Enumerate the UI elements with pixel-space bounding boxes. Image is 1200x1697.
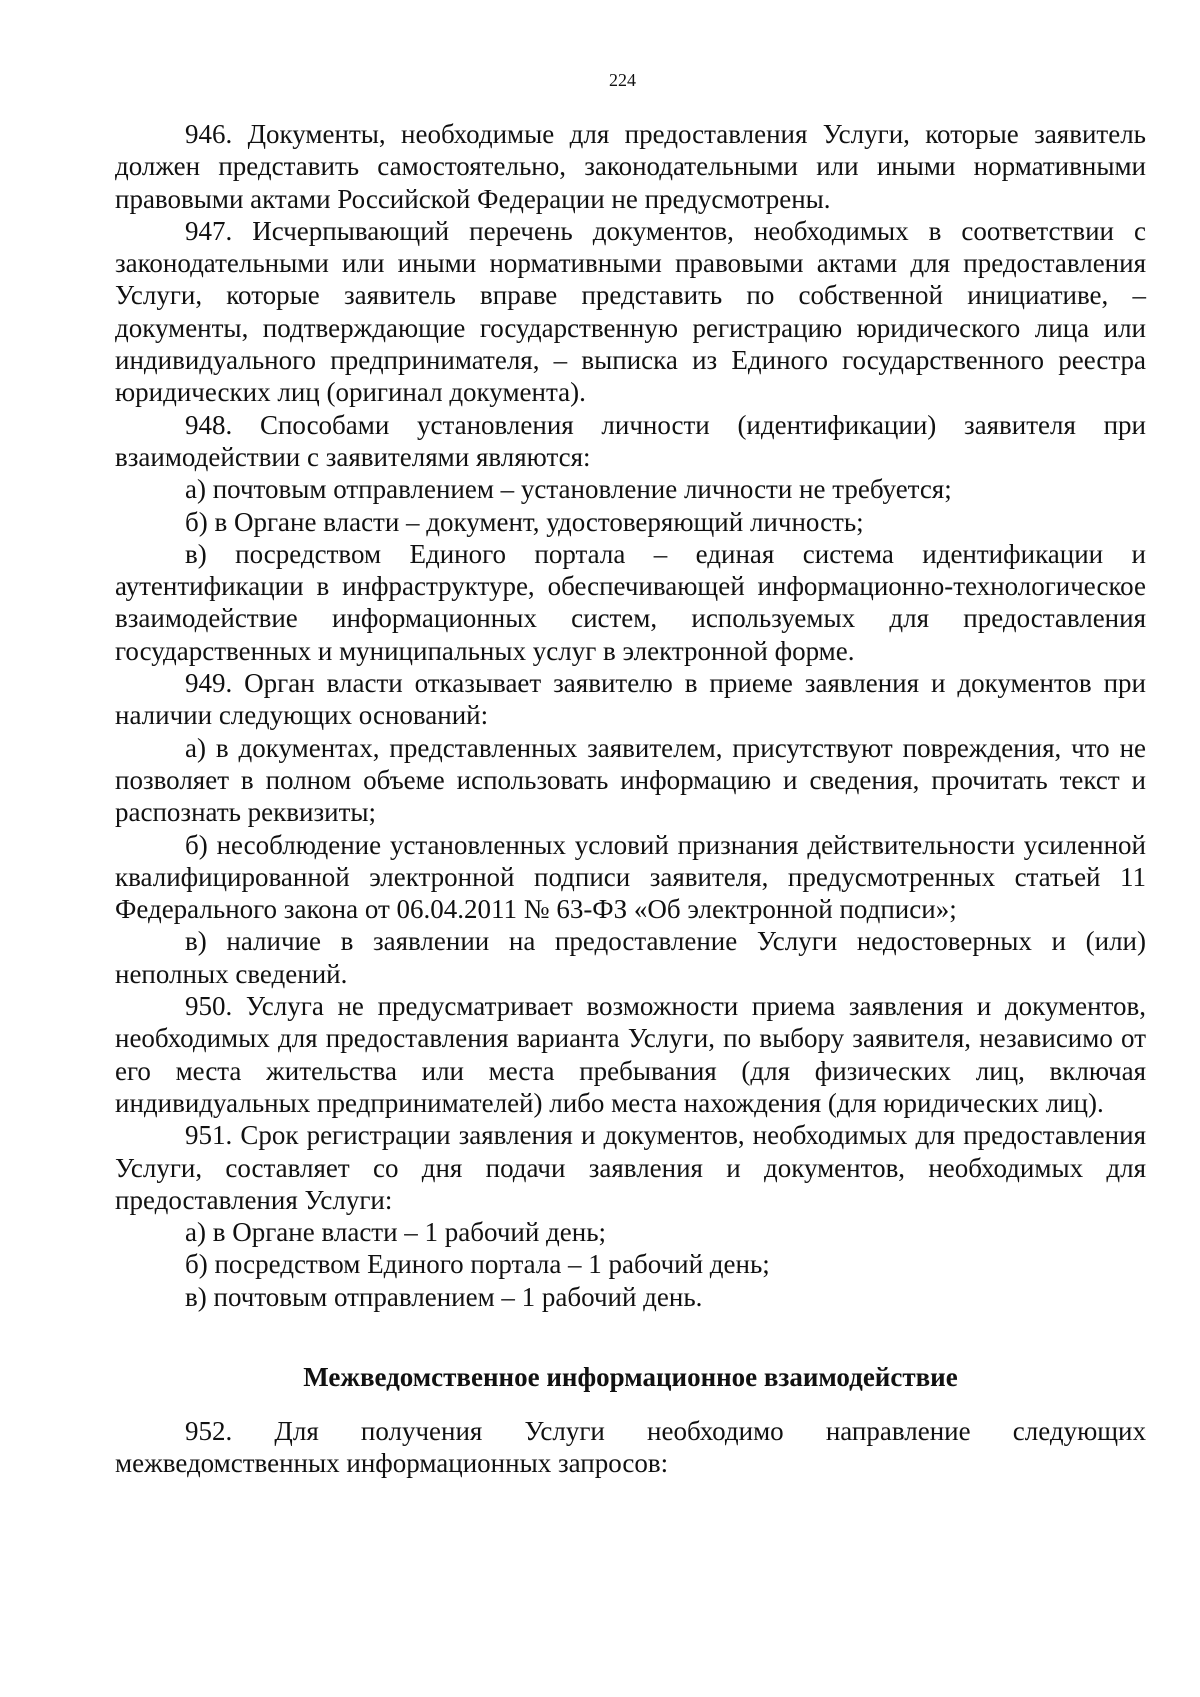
paragraph-946: 946. Документы, необходимые для предоставления Услуги, которые заявитель должен представить самостоятельно, законодательными или иными нормативными правовыми актами Российской Федерации не предусмотрены. [115,119,1146,214]
document-body [115,118,1146,1480]
page-number: 224 [609,70,636,90]
paragraph-952: 952. Для получения Услуги необходимо направление следующих межведомственных информационных запросов: [115,1415,1146,1479]
paragraph-948-item-v: в) посредством Единого портала – единая система идентификации и аутентификации в инфраструктуре, обеспечивающей информационно-технологическое взаимодействие информационных систем, используемых для предоставления государственных и муниципальных услуг в электронной форме. [115,538,1146,666]
paragraph-951-item-b: б) посредством Единого портала – 1 рабочий день; [185,1249,770,1280]
paragraph-951-item-v: в) почтовым отправлением – 1 рабочий день. [185,1281,703,1312]
paragraph-951: 951. Срок регистрации заявления и документов, необходимых для предоставления Услуги, составляет со дня подачи заявления и документов, необходимых для предоставления Услуги: [115,1120,1146,1215]
paragraph-949-item-b: б) несоблюдение установленных условий признания действительности усиленной квалифицированной электронной подписи заявителя, предусмотренных статьей 11 Федерального закона от 06.04.2011 № 63-ФЗ «Об электронной подписи»; [115,829,1146,925]
paragraph-948-item-b: б) в Органе власти – документ, удостоверяющий личность; [185,506,864,537]
paragraph-951-item-a: а) в Органе власти – 1 рабочий день; [185,1217,607,1248]
section-heading: Межведомственное информационное взаимодействие [303,1361,958,1392]
paragraph-948-item-a: а) почтовым отправлением – установление личности не требуется; [185,474,952,505]
paragraph-947: 947. Исчерпывающий перечень документов, необходимых в соответствии с законодательными или иными нормативными правовыми актами для предоставления Услуги, которые заявитель вправе представить по собственной инициативе, – документы, подтверждающие государственную регистрацию юридического лица или индивидуального предпринимателя, – выписка из Единого государственного реестра юридических лиц (оригинал документа). [115,215,1146,408]
paragraph-948: 948. Способами установления личности (идентификации) заявителя при взаимодействии с заявителями являются: [115,409,1146,472]
paragraph-950: 950. Услуга не предусматривает возможности приема заявления и документов, необходимых для предоставления варианта Услуги, по выбору заявителя, независимо от его места жительства или места пребывания (для физических лиц, включая индивидуальных предпринимателей) либо места нахождения (для юридических лиц). [115,991,1146,1118]
paragraph-949: 949. Орган власти отказывает заявителю в приеме заявления и документов при наличии следующих оснований: [115,668,1146,731]
paragraph-949-item-a: а) в документах, представленных заявителем, присутствуют повреждения, что не позволяет в полном объеме использовать информацию и сведения, прочитать текст и распознать реквизиты; [115,732,1146,828]
paragraph-949-item-v: в) наличие в заявлении на предоставление Услуги недостоверных и (или) неполных сведений. [115,926,1146,989]
